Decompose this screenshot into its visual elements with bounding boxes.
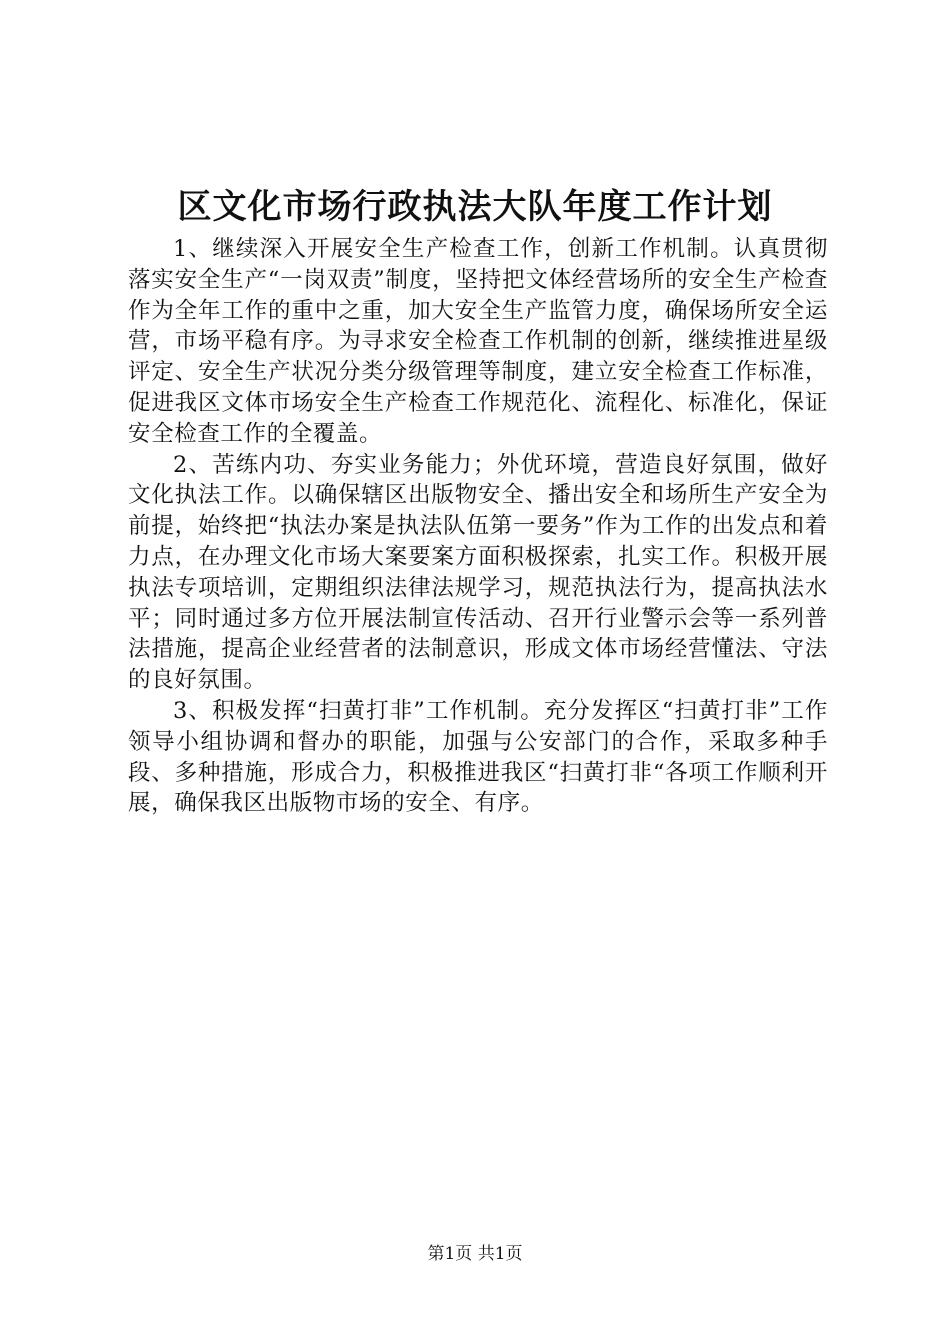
document-body bbox=[128, 234, 828, 819]
paragraph-3: 3、积极发挥“扫黄打非”工作机制。充分发挥区“扫黄打非”工作领导小组协调和督办的职能，加强与公安部门的合作，采取多种手段、多种措施，形成合力，积极推进我区“扫黄打非“各项工作顺利开展，确保我区出版物市场的安全、有序。 bbox=[128, 697, 828, 817]
paragraph-2: 2、苦练内功、夯实业务能力；外优环境，营造良好氛围，做好文化执法工作。以确保辖区出版物安全、播出安全和场所生产安全为前提，始终把“执法办案是执法队伍第一要务”作为工作的出发点和着力点，在办理文化市场大案要案方面积极探索，扎实工作。积极开展执法专项培训，定期组织法律法规学习，规范执法行为，提高执法水平；同时通过多方位开展法制宣传活动、召开行业警示会等一系列普法措施，提高企业经营者的法制意识，形成文体市场经营懂法、守法的良好氛围。 bbox=[128, 451, 828, 694]
document-title: 区文化市场行政执法大队年度工作计划 bbox=[177, 187, 773, 227]
page-number-footer: 第1页 共1页 bbox=[427, 1244, 523, 1264]
paragraph-1: 1、继续深入开展安全生产检查工作，创新工作机制。认真贯彻落实安全生产“一岗双责”制度，坚持把文体经营场所的安全生产检查作为全年工作的重中之重，加大安全生产监管力度，确保场所安全运营，市场平稳有序。为寻求安全检查工作机制的创新，继续推进星级评定、安全生产状况分类分级管理等制度，建立安全检查工作标准，促进我区文体市场安全生产检查工作规范化、流程化、标准化，保证安全检查工作的全覆盖。 bbox=[128, 236, 828, 447]
